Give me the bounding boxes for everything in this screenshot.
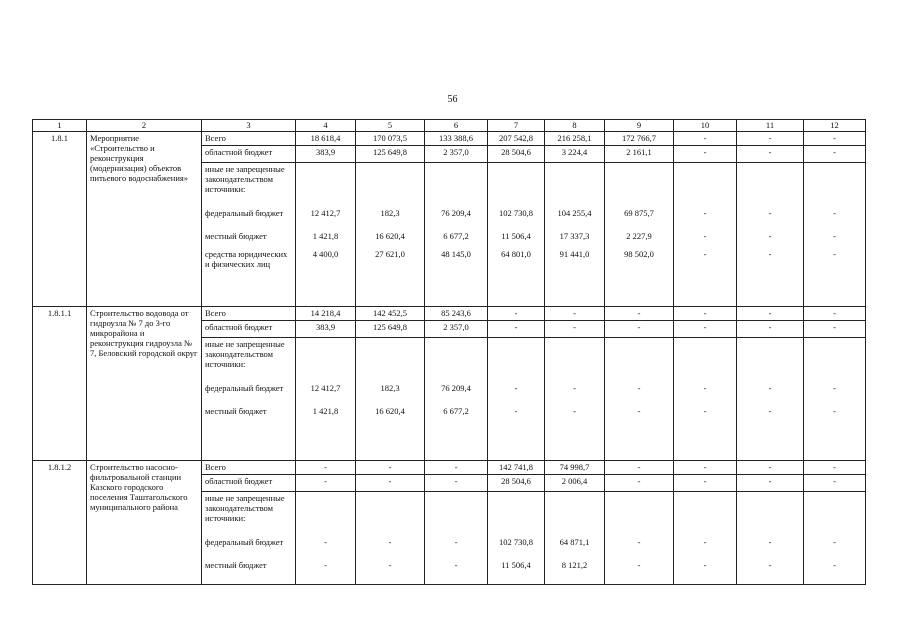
row-id [33, 132, 87, 307]
total-label: Всего [202, 307, 296, 321]
federal-value: - [324, 537, 327, 547]
legal-value: 91 441,0 [559, 249, 590, 259]
local-value: - [768, 406, 772, 416]
sources-value-cell [356, 163, 425, 307]
sources-value-cell [737, 338, 804, 461]
local-value: 8 121,2 [561, 560, 588, 570]
table-row [33, 461, 866, 475]
sources-value-cell [545, 163, 605, 307]
sources-value-cell [296, 492, 356, 585]
sources-value-cell [605, 492, 674, 585]
local-value: - [768, 560, 772, 570]
federal-value: - [637, 383, 641, 393]
sources-value-cell [674, 338, 737, 461]
sources-label-cell [202, 338, 296, 461]
regional-value: 2 006,4 [545, 475, 605, 492]
total-value: - [674, 461, 737, 475]
regional-label: областной бюджет [202, 321, 296, 338]
column-header: 8 [545, 120, 605, 132]
budget-table [32, 119, 866, 585]
regional-value: 28 504,6 [488, 146, 545, 163]
row-name-text: Строительство водовода от гидроузла № 7 до 3-го микрорайона и реконструкция гидроузла № 7, Беловский городской округ [90, 308, 198, 358]
federal-label: федеральный бюджет [205, 383, 284, 393]
total-value: - [425, 461, 488, 475]
local-value: 1 421,8 [312, 231, 339, 241]
total-value: 133 388,6 [425, 132, 488, 146]
local-value: 1 421,8 [312, 406, 339, 416]
column-header: 4 [296, 120, 356, 132]
legal-label: средства юридических и физических лиц [205, 249, 288, 269]
federal-value: - [768, 383, 772, 393]
federal-value: 76 209,4 [441, 208, 471, 218]
regional-value: - [488, 321, 545, 338]
row-id-text: 1.8.1 [51, 133, 68, 143]
other-sources-label: иные не запрещенные законодательством источники: [205, 164, 285, 194]
regional-value: - [737, 146, 804, 163]
local-value: - [637, 560, 641, 570]
local-value: 16 620,4 [375, 406, 405, 416]
sources-value-cell [425, 492, 488, 585]
sources-value-cell [425, 163, 488, 307]
total-value: - [296, 461, 356, 475]
local-label: местный бюджет [205, 231, 267, 241]
local-value: - [388, 560, 392, 570]
legal-value: 4 400,0 [312, 249, 339, 259]
local-value: - [514, 406, 518, 416]
sources-value-cell [356, 338, 425, 461]
sources-value-cell [296, 163, 356, 307]
federal-label: федеральный бюджет [205, 208, 284, 218]
table-row [33, 132, 866, 146]
local-value: - [703, 406, 707, 416]
column-header: 10 [674, 120, 737, 132]
total-value: 18 618,4 [296, 132, 356, 146]
legal-value: 64 801,0 [501, 249, 531, 259]
regional-value: 383,9 [296, 321, 356, 338]
header-row [33, 120, 866, 132]
regional-value: 2 161,1 [605, 146, 674, 163]
row-id [33, 307, 87, 461]
row-id-text: 1.8.1.1 [47, 308, 72, 318]
total-label: Всего [202, 132, 296, 146]
sources-value-cell [356, 492, 425, 585]
sources-value-cell [545, 338, 605, 461]
regional-value: - [605, 321, 674, 338]
federal-value: - [573, 383, 576, 393]
local-value: - [637, 406, 641, 416]
column-header: 6 [425, 120, 488, 132]
regional-value: - [804, 321, 866, 338]
total-value: 74 998,7 [545, 461, 605, 475]
local-value: - [324, 560, 327, 570]
local-value: - [833, 231, 836, 241]
regional-value: - [674, 321, 737, 338]
row-id [33, 461, 87, 585]
total-value: - [545, 307, 605, 321]
page-number: 56 [447, 94, 458, 105]
federal-value: 104 255,4 [557, 208, 592, 218]
regional-value: - [674, 146, 737, 163]
local-label: местный бюджет [205, 406, 267, 416]
regional-value: - [737, 321, 804, 338]
local-value: 2 227,9 [626, 231, 652, 241]
other-sources-label: иные не запрещенные законодательством источники: [205, 339, 285, 369]
column-header: 5 [356, 120, 425, 132]
federal-value: - [703, 383, 707, 393]
total-value: - [605, 307, 674, 321]
federal-value: - [768, 537, 772, 547]
legal-value: - [833, 249, 836, 259]
sources-value-cell [804, 338, 866, 461]
legal-value: 98 502,0 [624, 249, 654, 259]
local-label: местный бюджет [205, 560, 267, 570]
total-value: 14 218,4 [296, 307, 356, 321]
total-value: 85 243,6 [425, 307, 488, 321]
legal-value: - [768, 249, 772, 259]
federal-value: - [768, 208, 772, 218]
local-value: 11 506,4 [501, 560, 531, 570]
legal-value: - [703, 249, 707, 259]
total-value: 216 258,1 [545, 132, 605, 146]
column-header: 7 [488, 120, 545, 132]
federal-value: 64 871,1 [559, 537, 590, 547]
federal-value: - [833, 383, 836, 393]
local-value: - [454, 560, 458, 570]
row-name [87, 307, 202, 461]
federal-value: - [514, 383, 518, 393]
other-sources-label: иные не запрещенные законодательством источники: [205, 493, 285, 523]
federal-value: - [454, 537, 458, 547]
local-value: 16 620,4 [375, 231, 405, 241]
sources-value-cell [804, 492, 866, 585]
column-header: 12 [804, 120, 866, 132]
regional-value: 125 649,8 [356, 321, 425, 338]
sources-value-cell [425, 338, 488, 461]
regional-value: - [804, 146, 866, 163]
federal-value: 102 730,8 [499, 208, 533, 218]
sources-value-cell [605, 163, 674, 307]
local-value: - [703, 560, 707, 570]
sources-value-cell [488, 338, 545, 461]
row-name-text: Мероприятие «Строительство и реконструкция (модернизация) объектов питьевого водоснабжения» [90, 133, 189, 183]
total-value: - [737, 307, 804, 321]
regional-value: - [356, 475, 425, 492]
federal-value: 69 875,7 [624, 208, 654, 218]
regional-value: 3 224,4 [545, 146, 605, 163]
row-name [87, 132, 202, 307]
total-value: - [356, 461, 425, 475]
regional-value: - [804, 475, 866, 492]
column-header: 9 [605, 120, 674, 132]
regional-value: - [296, 475, 356, 492]
federal-value: - [833, 208, 836, 218]
federal-value: 12 412,7 [310, 208, 341, 218]
local-value: 11 506,4 [501, 231, 531, 241]
total-value: 172 766,7 [605, 132, 674, 146]
federal-value: - [703, 537, 707, 547]
sources-value-cell [737, 163, 804, 307]
regional-value: 125 649,8 [356, 146, 425, 163]
local-value: - [703, 231, 707, 241]
federal-value: 182,3 [380, 208, 400, 218]
total-value: 142 741,8 [488, 461, 545, 475]
legal-value: 48 145,0 [441, 249, 471, 259]
column-header: 2 [87, 120, 202, 132]
sources-value-cell [804, 163, 866, 307]
federal-value: 12 412,7 [310, 383, 341, 393]
regional-value: - [425, 475, 488, 492]
regional-value: 2 357,0 [425, 146, 488, 163]
federal-value: 102 730,8 [499, 537, 533, 547]
total-value: - [674, 132, 737, 146]
column-header: 1 [33, 120, 87, 132]
regional-value: 383,9 [296, 146, 356, 163]
local-value: - [573, 406, 576, 416]
sources-value-cell [605, 338, 674, 461]
sources-value-cell [545, 492, 605, 585]
local-value: 6 677,2 [443, 231, 469, 241]
local-value: 17 337,3 [559, 231, 590, 241]
regional-value: - [605, 475, 674, 492]
local-value: - [833, 560, 836, 570]
total-value: - [804, 307, 866, 321]
federal-value: 182,3 [380, 383, 400, 393]
total-value: - [737, 132, 804, 146]
total-value: - [804, 461, 866, 475]
sources-value-cell [674, 163, 737, 307]
sources-value-cell [488, 163, 545, 307]
row-name [87, 461, 202, 585]
sources-value-cell [737, 492, 804, 585]
total-value: - [674, 307, 737, 321]
regional-value: - [737, 475, 804, 492]
row-id-text: 1.8.1.2 [47, 462, 72, 472]
federal-label: федеральный бюджет [205, 537, 284, 547]
federal-value: - [637, 537, 641, 547]
federal-value: 76 209,4 [441, 383, 471, 393]
total-value: - [737, 461, 804, 475]
total-value: 170 073,5 [356, 132, 425, 146]
total-value: 142 452,5 [356, 307, 425, 321]
regional-value: - [545, 321, 605, 338]
regional-label: областной бюджет [202, 146, 296, 163]
local-value: - [768, 231, 772, 241]
local-value: 6 677,2 [443, 406, 469, 416]
legal-value: 27 621,0 [375, 249, 405, 259]
sources-value-cell [488, 492, 545, 585]
total-value: - [804, 132, 866, 146]
federal-value: - [833, 537, 836, 547]
column-header: 11 [737, 120, 804, 132]
total-label: Всего [202, 461, 296, 475]
sources-value-cell [296, 338, 356, 461]
federal-value: - [703, 208, 707, 218]
total-value: 207 542,8 [488, 132, 545, 146]
sources-value-cell [674, 492, 737, 585]
regional-value: - [674, 475, 737, 492]
regional-label: областной бюджет [202, 475, 296, 492]
total-value: - [605, 461, 674, 475]
sources-label-cell [202, 492, 296, 585]
total-value: - [488, 307, 545, 321]
column-header: 3 [202, 120, 296, 132]
regional-value: 2 357,0 [425, 321, 488, 338]
row-name-text: Строительство насосно-фильтровальной станции Казского городского поселения Таштагольского муниципального района [90, 462, 188, 512]
federal-value: - [388, 537, 392, 547]
sources-label-cell [202, 163, 296, 307]
local-value: - [833, 406, 836, 416]
table-row [33, 307, 866, 321]
regional-value: 28 504,6 [488, 475, 545, 492]
